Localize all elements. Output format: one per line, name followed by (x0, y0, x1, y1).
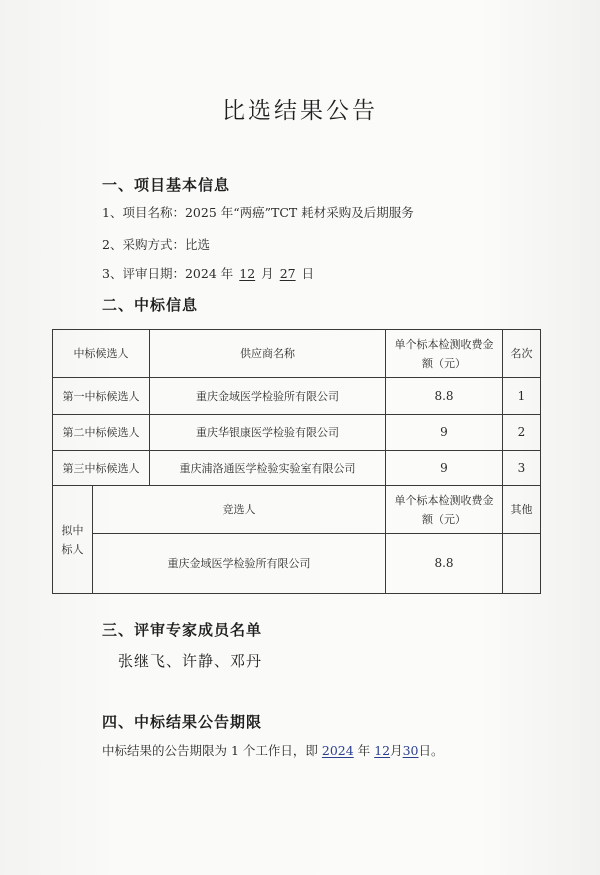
proposed-label-line1: 拟中 (61, 523, 84, 537)
row-fee: 9 (386, 451, 503, 486)
table-header-row (53, 330, 541, 378)
proposed-row (53, 534, 541, 594)
review-date-label: 3、评审日期： (102, 266, 185, 281)
project-name-value: 2025 年“两癌”TCT 耗材采购及后期服务 (184, 205, 414, 220)
review-date-month-unit: 月 (261, 266, 274, 281)
proposed-other-header: 其他 (503, 486, 541, 534)
proposed-fee-header (386, 486, 503, 534)
row-candidate: 第三中标候选人 (53, 451, 150, 486)
section4-heading: 四、中标结果公告期限 (102, 713, 263, 731)
table-row (53, 451, 541, 486)
bid-results-table (52, 329, 541, 594)
header-candidate: 中标候选人 (53, 330, 150, 378)
header-fee-line2: 额（元） (422, 356, 466, 370)
proposed-header-row (53, 486, 541, 534)
row-rank: 2 (503, 415, 541, 451)
proposed-fee: 8.8 (386, 534, 503, 594)
announcement-year-unit: 年 (357, 743, 371, 758)
proposed-bidder-header: 竞选人 (93, 486, 386, 534)
review-date-line (102, 264, 314, 282)
row-candidate: 第一中标候选人 (53, 378, 150, 415)
page-title: 比选结果公告 (222, 98, 378, 124)
proposed-fee-line1: 单个标本检测收费金 (394, 493, 494, 507)
header-rank: 名次 (503, 330, 541, 378)
procurement-method-label: 2、采购方式： (102, 237, 185, 252)
row-supplier: 重庆浦洛通医学检验实验室有限公司 (150, 451, 386, 486)
announcement-year: 2024 (321, 743, 354, 758)
header-fee-line1: 单个标本检测收费金 (394, 337, 494, 351)
row-supplier: 重庆金域医学检验所有限公司 (150, 378, 386, 415)
expert-list: 张继飞、许静、邓丹 (118, 652, 263, 670)
proposed-label-line2: 标人 (61, 542, 84, 556)
proposed-label (53, 486, 93, 594)
row-fee: 9 (386, 415, 503, 451)
announcement-period-line (102, 741, 444, 759)
announcement-period-text: 中标结果的公告期限为 1 个工作日，即 (102, 743, 318, 758)
row-candidate: 第二中标候选人 (53, 415, 150, 451)
proposed-other (503, 534, 541, 594)
row-rank: 3 (503, 451, 541, 486)
header-fee (386, 330, 503, 378)
procurement-method-value: 比选 (184, 237, 210, 252)
review-date-year: 2024 年 (184, 266, 234, 281)
section3-heading: 三、评审专家成员名单 (102, 621, 263, 639)
announcement-month-unit: 月 (390, 743, 403, 758)
table-row (53, 415, 541, 451)
proposed-fee-line2: 额（元） (422, 512, 466, 526)
review-date-month: 12 (239, 266, 256, 281)
row-fee: 8.8 (386, 378, 503, 415)
project-name-line (102, 203, 414, 221)
announcement-month: 12 (374, 743, 391, 758)
review-date-day: 27 (279, 266, 296, 281)
table-row (53, 378, 541, 415)
announcement-day-unit: 日。 (418, 743, 444, 758)
row-rank: 1 (503, 378, 541, 415)
procurement-method-line (102, 235, 210, 253)
header-supplier: 供应商名称 (150, 330, 386, 378)
row-supplier: 重庆华银康医学检验有限公司 (150, 415, 386, 451)
section1-heading: 一、项目基本信息 (102, 176, 231, 194)
review-date-day-unit: 日 (301, 266, 315, 281)
announcement-day: 30 (402, 743, 419, 758)
section2-heading: 二、中标信息 (102, 296, 199, 314)
project-name-label: 1、项目名称： (102, 205, 185, 220)
proposed-bidder: 重庆金域医学检验所有限公司 (93, 534, 386, 594)
